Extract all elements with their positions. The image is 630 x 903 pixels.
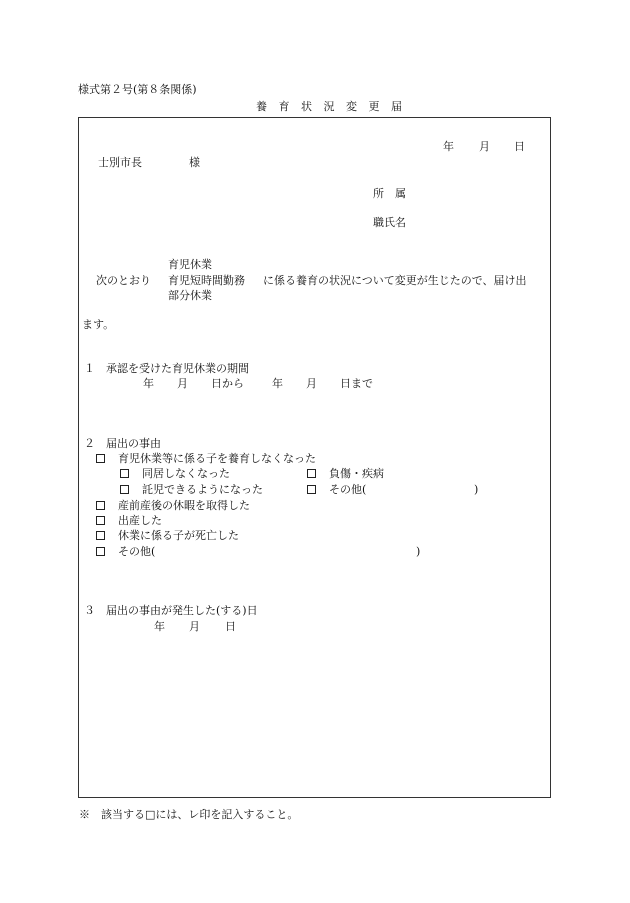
reason2-checkbox[interactable] — [96, 499, 105, 512]
option-partial-leave: 部分休業 — [168, 289, 212, 302]
form-number: 様式第２号(第８条関係) — [78, 83, 197, 96]
option-short-hours: 育児短時間勤務 — [168, 274, 245, 287]
option-childcare-leave: 育児休業 — [168, 258, 212, 271]
date-day: 日 — [514, 140, 525, 153]
reason1-label: 育児休業等に係る子を養育しなくなった — [118, 452, 316, 465]
reason5-checkbox[interactable] — [96, 545, 105, 558]
intro-continuation: ます。 — [82, 318, 115, 331]
affiliation-label: 所 属 — [373, 187, 406, 200]
sub-b-checkbox[interactable] — [307, 467, 316, 480]
reason3-checkbox[interactable] — [96, 514, 105, 527]
reason5-label: その他( — [118, 545, 156, 558]
reason5-close: ) — [416, 545, 421, 558]
reason3-label: 出産した — [118, 514, 162, 527]
intro-prefix: 次のとおり — [96, 274, 151, 287]
addressee-name: 士別市長 — [98, 156, 142, 169]
event-month: 月 — [189, 620, 200, 633]
page-title: 養 育 状 況 変 更 届 — [256, 100, 406, 113]
intro-suffix: に係る養育の状況について変更が生じたので、届け出 — [263, 274, 527, 287]
period-end-year: 年 — [272, 377, 283, 390]
sub-d-close: ) — [474, 483, 479, 496]
period-start-month: 月 — [177, 377, 188, 390]
period-start-year: 年 — [143, 377, 154, 390]
reason1-checkbox[interactable] — [96, 452, 105, 465]
sub-d-label: その他( — [329, 483, 367, 496]
section1-heading: １ 承認を受けた育児休業の期間 — [84, 362, 249, 375]
date-month: 月 — [479, 140, 490, 153]
event-year: 年 — [154, 620, 165, 633]
section3-heading: ３ 届出の事由が発生した(する)日 — [84, 604, 258, 617]
sub-c-label: 託児できるようになった — [142, 483, 263, 496]
sub-a-label: 同居しなくなった — [142, 467, 230, 480]
sub-d-checkbox[interactable] — [307, 483, 316, 496]
reason2-label: 産前産後の休暇を取得した — [118, 499, 250, 512]
name-label: 職氏名 — [373, 216, 406, 229]
sub-c-checkbox[interactable] — [120, 483, 129, 496]
sub-b-label: 負傷・疾病 — [329, 467, 384, 480]
section2-heading: ２ 届出の事由 — [84, 437, 161, 450]
period-start-day: 日から — [211, 377, 244, 390]
period-end-month: 月 — [306, 377, 317, 390]
date-year: 年 — [443, 140, 454, 153]
event-day: 日 — [225, 620, 236, 633]
addressee-honorific: 様 — [189, 156, 200, 169]
sub-a-checkbox[interactable] — [120, 467, 129, 480]
reason4-checkbox[interactable] — [96, 529, 105, 542]
period-end-day: 日まで — [340, 377, 373, 390]
footnote: ※ 該当する□には、レ印を記入すること。 — [79, 808, 299, 821]
reason4-label: 休業に係る子が死亡した — [118, 529, 239, 542]
